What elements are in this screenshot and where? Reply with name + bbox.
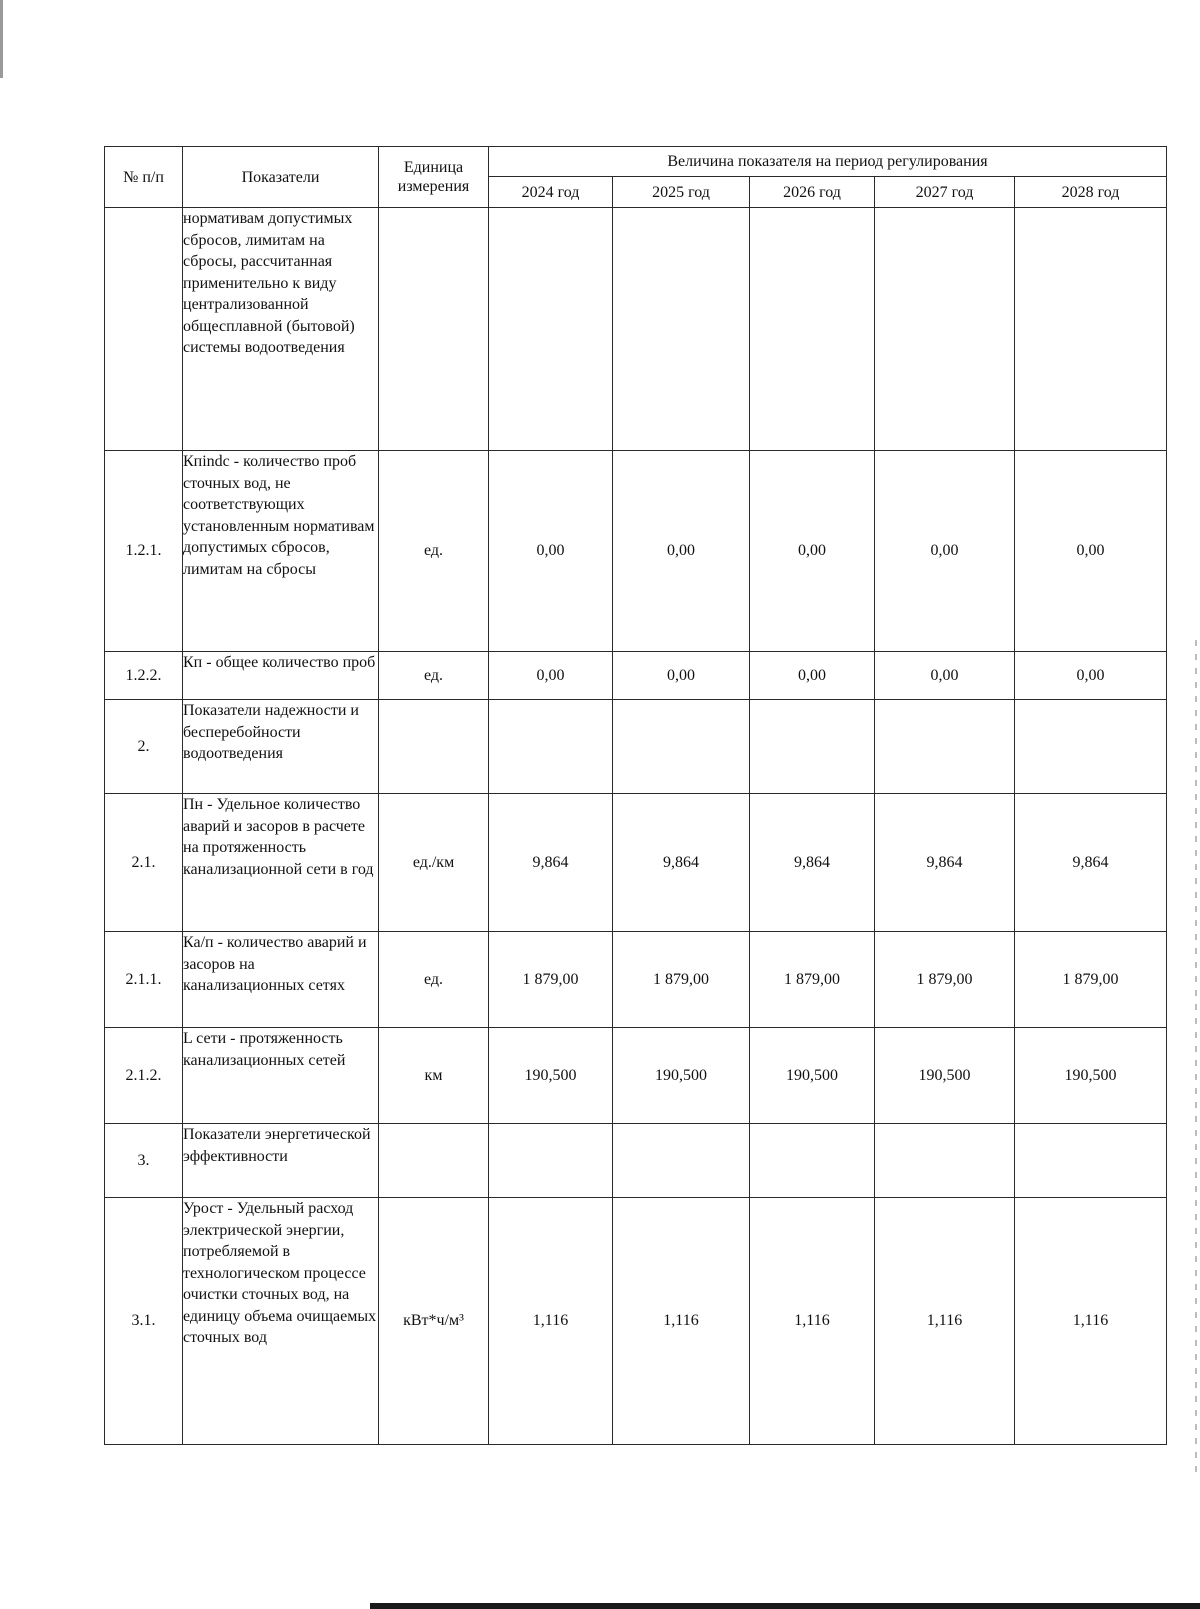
row-number — [105, 208, 183, 451]
table-row — [105, 932, 1167, 1028]
row-value: 190,500 — [875, 1028, 1015, 1124]
row-value — [1015, 1124, 1167, 1198]
row-value — [489, 1124, 613, 1198]
header-year: 2028 год — [1015, 177, 1167, 208]
row-value: 190,500 — [489, 1028, 613, 1124]
row-unit: км — [379, 1028, 489, 1124]
row-value — [875, 1124, 1015, 1198]
row-value: 1,116 — [489, 1198, 613, 1445]
row-value — [489, 208, 613, 451]
header-period-group: Величина показателя на период регулирования — [489, 147, 1167, 177]
row-value: 0,00 — [875, 451, 1015, 652]
row-value: 1 879,00 — [750, 932, 875, 1028]
row-number: 2.1. — [105, 794, 183, 932]
scan-edge-artifact — [1195, 640, 1197, 1480]
header-year: 2027 год — [875, 177, 1015, 208]
row-value: 190,500 — [750, 1028, 875, 1124]
row-value: 0,00 — [750, 451, 875, 652]
row-indicator: Ка/п - количество аварий и засоров на канализационных сетях — [183, 932, 379, 1028]
row-number: 2.1.2. — [105, 1028, 183, 1124]
row-indicator: нормативам допустимых сбросов, лимитам на сбросы, рассчитанная применительно к виду централизованной общесплавной (бытовой) системы водоотведения — [183, 208, 379, 451]
row-value: 0,00 — [750, 652, 875, 700]
header-unit: Единица измерения — [379, 147, 489, 208]
row-number: 3. — [105, 1124, 183, 1198]
row-value: 190,500 — [613, 1028, 750, 1124]
table-row — [105, 451, 1167, 652]
row-value: 9,864 — [875, 794, 1015, 932]
row-value: 1 879,00 — [875, 932, 1015, 1028]
row-unit: кВт*ч/м³ — [379, 1198, 489, 1445]
row-value — [750, 1124, 875, 1198]
row-number: 1.2.2. — [105, 652, 183, 700]
row-unit — [379, 208, 489, 451]
row-number: 2.1.1. — [105, 932, 183, 1028]
row-value: 1 879,00 — [489, 932, 613, 1028]
row-value: 0,00 — [613, 451, 750, 652]
row-unit: ед. — [379, 451, 489, 652]
row-value: 9,864 — [750, 794, 875, 932]
row-unit — [379, 1124, 489, 1198]
row-indicator: Пн - Удельное количество аварий и засоров в расчете на протяженность канализационной сети в год — [183, 794, 379, 932]
row-value: 190,500 — [1015, 1028, 1167, 1124]
row-value: 0,00 — [1015, 652, 1167, 700]
row-value — [613, 208, 750, 451]
row-value: 1,116 — [1015, 1198, 1167, 1445]
row-value: 1,116 — [613, 1198, 750, 1445]
table-row — [105, 700, 1167, 794]
row-value — [1015, 700, 1167, 794]
row-number: 2. — [105, 700, 183, 794]
row-indicator: L сети - протяженность канализационных сетей — [183, 1028, 379, 1124]
table-row — [105, 1028, 1167, 1124]
row-value — [613, 1124, 750, 1198]
row-number: 3.1. — [105, 1198, 183, 1445]
row-value: 0,00 — [489, 451, 613, 652]
row-value: 0,00 — [875, 652, 1015, 700]
header-year: 2026 год — [750, 177, 875, 208]
row-indicator: Показатели энергетической эффективности — [183, 1124, 379, 1198]
header-row — [105, 147, 1167, 177]
row-value — [750, 208, 875, 451]
row-value: 0,00 — [613, 652, 750, 700]
table-header — [105, 147, 1167, 208]
row-value — [613, 700, 750, 794]
row-value — [1015, 208, 1167, 451]
table-row — [105, 208, 1167, 451]
row-unit: ед. — [379, 932, 489, 1028]
row-value: 9,864 — [1015, 794, 1167, 932]
row-unit: ед./км — [379, 794, 489, 932]
row-unit — [379, 700, 489, 794]
row-value — [750, 700, 875, 794]
header-indicator: Показатели — [183, 147, 379, 208]
row-number: 1.2.1. — [105, 451, 183, 652]
row-value: 9,864 — [613, 794, 750, 932]
indicators-table — [104, 146, 1167, 1445]
row-indicator: Кп - общее количество проб — [183, 652, 379, 700]
table-row — [105, 1198, 1167, 1445]
row-value: 9,864 — [489, 794, 613, 932]
row-indicator: Урост - Удельный расход электрической энергии, потребляемой в технологическом процессе очистки сточных вод, на единицу объема очищаемых сточных вод — [183, 1198, 379, 1445]
header-year: 2024 год — [489, 177, 613, 208]
header-number: № п/п — [105, 147, 183, 208]
row-unit: ед. — [379, 652, 489, 700]
row-value: 1,116 — [875, 1198, 1015, 1445]
table-row — [105, 1124, 1167, 1198]
scan-edge-artifact — [370, 1603, 1200, 1609]
scan-edge-artifact — [0, 0, 3, 78]
row-value — [875, 700, 1015, 794]
row-value — [875, 208, 1015, 451]
row-indicator: Кпindc - количество проб сточных вод, не соответствующих установленным нормативам допустимых сбросов, лимитам на сбросы — [183, 451, 379, 652]
table-row — [105, 794, 1167, 932]
row-indicator: Показатели надежности и бесперебойности водоотведения — [183, 700, 379, 794]
row-value — [489, 700, 613, 794]
table-body — [105, 208, 1167, 1445]
row-value: 1 879,00 — [613, 932, 750, 1028]
row-value: 0,00 — [1015, 451, 1167, 652]
table-row — [105, 652, 1167, 700]
header-year: 2025 год — [613, 177, 750, 208]
row-value: 1,116 — [750, 1198, 875, 1445]
row-value: 0,00 — [489, 652, 613, 700]
row-value: 1 879,00 — [1015, 932, 1167, 1028]
